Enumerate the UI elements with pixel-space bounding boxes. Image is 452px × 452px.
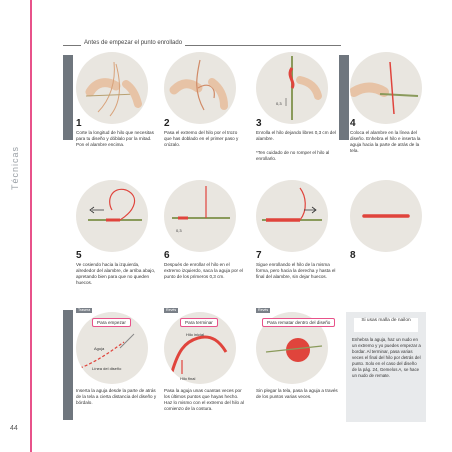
knot-caption: Sin plegar la tela, pasa la aguja a través de los puntos varias veces. xyxy=(256,388,338,399)
step-8-illustration xyxy=(350,180,422,252)
end-thread-label: Hilo final xyxy=(180,376,196,381)
step-5-illustration xyxy=(76,180,148,252)
section-label: Técnicas xyxy=(10,145,20,190)
view-tag: Revés xyxy=(258,308,269,312)
tip-text: Enhebra la aguja, haz un nudo en un extremo y yo puedes empezar a bordar. Al terminar, pasa varias veces el final del hilo por detrás del punto. Solo en el caso del diseño de la pág. 24, Gemelos A, se hace un nudo de remate. xyxy=(352,337,421,378)
start-caption: Inserta la aguja desde la parte de atrás de la tela a cierta distancia del diseño y bórdalo. xyxy=(76,388,157,405)
step-number: 2 xyxy=(164,118,170,129)
step-number: 7 xyxy=(256,250,262,261)
step-1-illustration xyxy=(76,52,148,124)
section-header xyxy=(63,40,341,50)
step-number: 4 xyxy=(350,118,356,129)
side-bar-wrap-wire xyxy=(56,55,73,140)
step-number: 3 xyxy=(256,118,262,129)
step-caption: Después de enrollar el hilo en el extremo izquierdo, saca la aguja por el punto de los primeros 0,3 cm. xyxy=(164,262,243,279)
measure-label-3: 0,3 xyxy=(276,101,282,106)
step-6-illustration xyxy=(164,180,236,252)
page-accent-line xyxy=(30,0,32,452)
step-number: 6 xyxy=(164,250,170,261)
step-caption: Ve cosiendo hacia la izquierda, alrededor del alambre, de arriba abajo, apretando bien para que no queden huecos. xyxy=(76,262,156,285)
step-number: 8 xyxy=(350,250,356,261)
tip-box xyxy=(346,312,426,422)
side-bar-label: Cómo enrollar el hilo al alambre xyxy=(56,73,61,137)
step-caption: Sigue enrollando el hilo de la misma forma, pero hacia la derecha y hasta el final del alambre, sin dejar huecos. xyxy=(256,262,336,279)
step-number: 1 xyxy=(76,118,82,129)
view-tag: Revés xyxy=(166,308,177,312)
step-caption: Pasa el extremo del hilo por el trozo que has doblado en el primer paso y crúzalo. xyxy=(164,130,239,147)
side-bar-label: Punto enrollado xyxy=(332,105,337,137)
step-caption: Enrolla el hilo dejando libres 0,3 cm del alambre. xyxy=(256,130,336,141)
page-number: 44 xyxy=(10,425,18,432)
start-thread-label: Hilo inicial xyxy=(186,332,205,337)
knot-pill: Para rematar dentro del diseño xyxy=(262,318,335,327)
side-bar-start-finish xyxy=(56,310,73,420)
step-3-illustration xyxy=(256,52,328,124)
step-2-illustration xyxy=(164,52,236,124)
view-tag: Trasera xyxy=(78,308,91,312)
finish-pill: Para terminar xyxy=(180,318,218,327)
step-caption: Coloca el alambre en la línea del diseño. Enhebra el hilo e inserta la aguja hacia la parte de atrás de la tela. xyxy=(350,130,421,153)
side-bar-label: Cómo empezar y terminar el hilo el punto enrollado xyxy=(56,314,61,417)
measure-label-6: 0,3 xyxy=(176,228,182,233)
section-title: Antes de empezar el punto enrollado xyxy=(81,40,185,46)
design-line-label: Línea del diseño xyxy=(92,366,122,371)
step-7-illustration xyxy=(256,180,328,252)
step-4-illustration xyxy=(350,52,422,124)
needle-label: Aguja xyxy=(94,346,105,351)
step-note: *Ten cuidado de no romper el hilo al enrollarlo. xyxy=(256,150,330,161)
finish-caption: Pasa la aguja unas cuantas veces por los últimos puntos que hayas hecho. Haz lo mismo con el extremo del hilo al comienzo de la costura. xyxy=(164,388,244,411)
step-caption: Corte la longitud de hilo que necesitas para tu diseño y dóblalo por la mitad. Pon el alambre encima. xyxy=(76,130,154,147)
start-pill: Para empezar xyxy=(92,318,131,327)
side-bar-stitch xyxy=(332,55,349,140)
tip-title: Si usas malla de nailon xyxy=(354,318,418,332)
step-number: 5 xyxy=(76,250,82,261)
